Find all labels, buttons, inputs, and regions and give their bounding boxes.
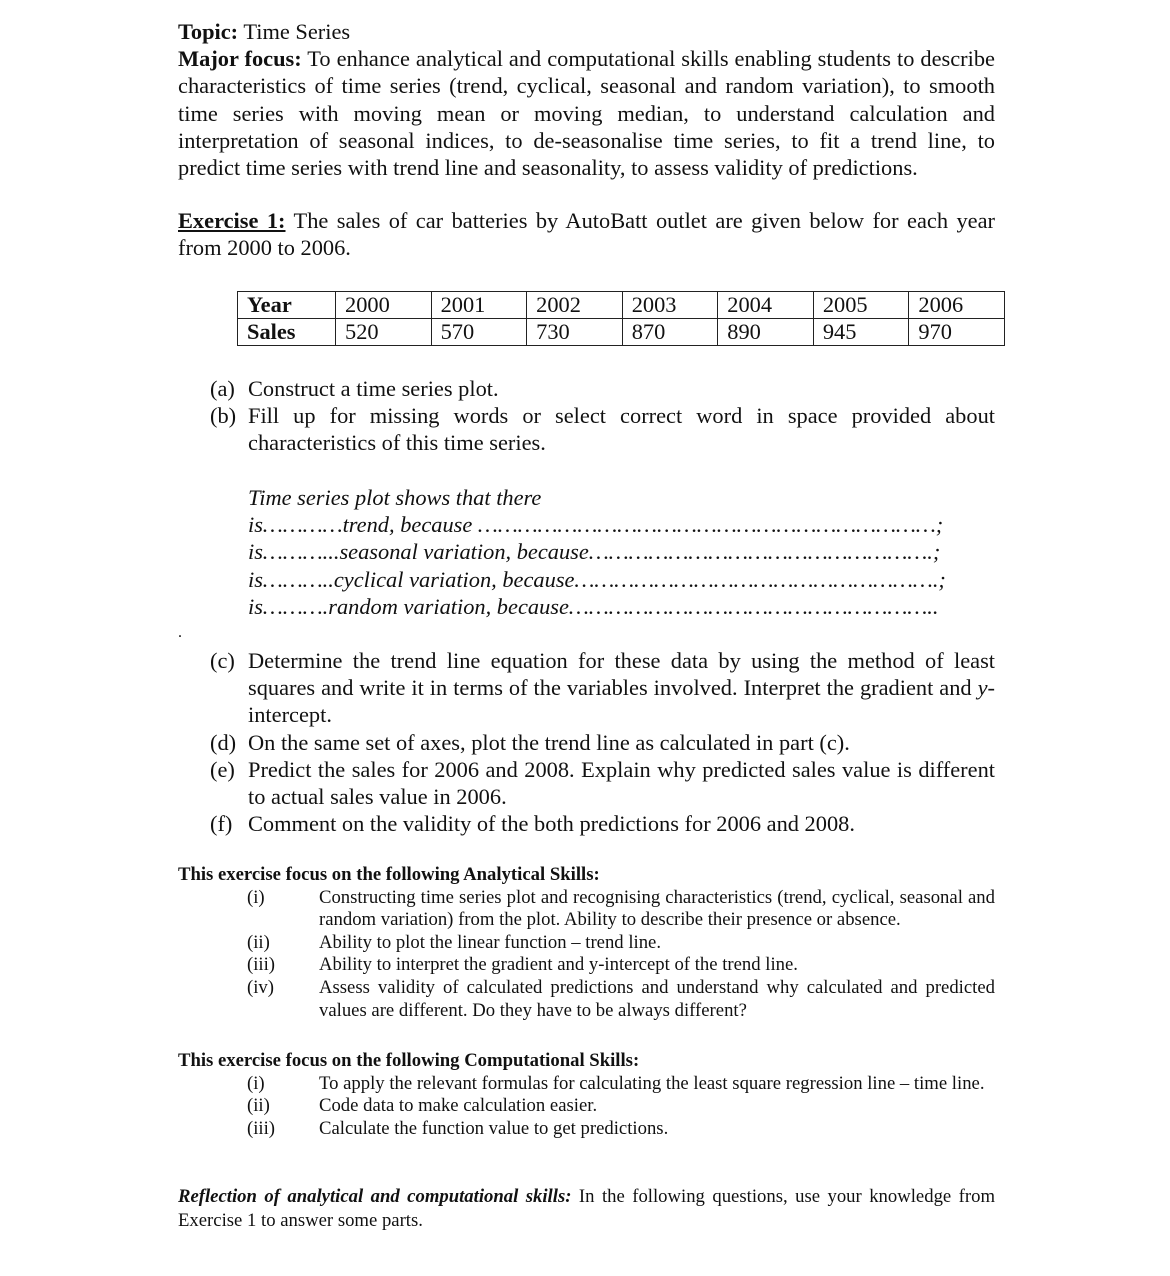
question-a (210, 375, 995, 402)
year-header-cell: Year (238, 292, 336, 319)
sales-cell: 730 (527, 319, 623, 346)
sales-cell: 970 (909, 319, 1005, 346)
question-text-part: -intercept. (248, 675, 995, 728)
question-e (210, 756, 995, 810)
fill-line-trend: is…………trend, because ……………………………………………………………; (248, 512, 944, 538)
sales-cell: 945 (813, 319, 909, 346)
skill-item (178, 932, 995, 955)
year-cell: 2001 (431, 292, 527, 319)
computational-skills-section (178, 1050, 995, 1140)
stray-dot: . (178, 624, 182, 641)
sales-header-cell: Sales (238, 319, 336, 346)
skill-item (178, 1118, 995, 1141)
major-focus-paragraph (178, 45, 995, 181)
sales-cell: 520 (336, 319, 432, 346)
computational-skills-heading: This exercise focus on the following Computational Skills: (178, 1050, 640, 1071)
skill-text: Ability to interpret the gradient and y-intercept of the trend line. (319, 954, 798, 976)
fill-in-block (248, 484, 988, 620)
reflection-text: In the following questions, use your knowledge from Exercise 1 to answer some parts. (178, 1186, 995, 1231)
year-cell: 2000 (336, 292, 432, 319)
exercise-1-text: The sales of car batteries by AutoBatt outlet are given below for each year from 2000 to 2006. (178, 208, 995, 261)
questions-c-f (210, 647, 995, 837)
fill-intro: Time series plot shows that there (248, 485, 542, 510)
question-label: (c) (210, 648, 235, 673)
skill-item (178, 977, 995, 1022)
analytical-skills-heading: This exercise focus on the following Analytical Skills: (178, 864, 600, 885)
skill-text: Constructing time series plot and recognising characteristics (trend, cyclical, seasonal and random variation) from the plot. Ability to describe their presence or absence. (319, 886, 995, 931)
skill-item (178, 887, 995, 932)
question-text: Construct a time series plot. (248, 376, 499, 401)
questions-a-b (210, 375, 995, 457)
sales-cell: 890 (718, 319, 814, 346)
question-b (210, 402, 995, 456)
sales-table (237, 291, 1005, 346)
skill-label: (ii) (247, 1095, 270, 1117)
skill-item (178, 1073, 995, 1096)
question-d (210, 729, 995, 756)
question-text: Predict the sales for 2006 and 2008. Explain why predicted sales value is different to actual sales value in 2006. (248, 756, 995, 810)
year-cell: 2002 (527, 292, 623, 319)
topic-label: Topic: (178, 19, 239, 44)
question-text: Comment on the validity of the both predictions for 2006 and 2008. (248, 811, 855, 837)
question-label: (e) (210, 756, 235, 782)
exercise-1-label: Exercise 1: (178, 208, 286, 234)
skill-label: (i) (247, 886, 265, 908)
skill-text: Assess validity of calculated predictions and understand why calculated and predicted values are different. Do they have to be always different? (319, 976, 995, 1021)
fill-line-random: is……….random variation, because……………………………………………….. (248, 593, 939, 619)
topic-line (178, 18, 995, 45)
year-cell: 2003 (622, 292, 718, 319)
y-variable: y (977, 675, 988, 701)
reflection-label: Reflection of analytical and computational skills: (178, 1186, 572, 1207)
skill-text: To apply the relevant formulas for calculating the least square regression line – time line. (319, 1072, 985, 1094)
skill-label: (iii) (247, 1117, 276, 1139)
analytical-skills-section (178, 864, 995, 1022)
question-text (248, 647, 995, 729)
skill-item (178, 1095, 995, 1118)
fill-line-seasonal: is………...seasonal variation, because…………………………………………….; (248, 539, 941, 565)
skill-label: (iii) (247, 954, 276, 976)
sales-row (238, 319, 1005, 346)
sales-cell: 570 (431, 319, 527, 346)
fill-line-cyclical: is………..cyclical variation, because……………………………………………….; (248, 566, 946, 592)
topic-value: Time Series (243, 19, 351, 44)
year-cell: 2006 (909, 292, 1005, 319)
skill-text: Code data to make calculation easier. (319, 1095, 598, 1117)
document-page (178, 18, 995, 262)
question-f (210, 810, 995, 837)
year-row (238, 292, 1005, 319)
exercise-1-intro (178, 207, 995, 261)
question-label: (d) (210, 729, 237, 755)
major-focus-text: To enhance analytical and computational skills enabling students to describe characteristics of time series (trend, cyclical, seasonal and random variation), to smooth time series with moving mean or moving median, to understand calculation and interpretation of seasonal indices, to de-seasonalise time series, to fit a trend line, to predict time series with trend line and seasonality, to assess validity of predictions. (178, 46, 995, 181)
sales-cell: 870 (622, 319, 718, 346)
skill-label: (ii) (247, 931, 270, 953)
major-focus-label: Major focus: (178, 46, 302, 72)
year-cell: 2004 (718, 292, 814, 319)
skill-text: Ability to plot the linear function – trend line. (319, 931, 662, 953)
question-label: (a) (210, 376, 235, 401)
question-text-part: Determine the trend line equation for these data by using the method of least squares and write it in terms of the variables involved. Interpret the gradient and (248, 648, 995, 701)
skill-label: (iv) (247, 976, 274, 998)
skill-text: Calculate the function value to get predictions. (319, 1117, 669, 1139)
question-text: On the same set of axes, plot the trend line as calculated in part (c). (248, 729, 850, 755)
question-label: (b) (210, 403, 237, 429)
question-text: Fill up for missing words or select correct word in space provided about characteristics of this time series. (248, 403, 995, 456)
question-c (210, 647, 995, 729)
question-label: (f) (210, 811, 233, 837)
skill-item (178, 954, 995, 977)
year-cell: 2005 (813, 292, 909, 319)
reflection-paragraph (178, 1185, 995, 1232)
skill-label: (i) (247, 1072, 265, 1094)
